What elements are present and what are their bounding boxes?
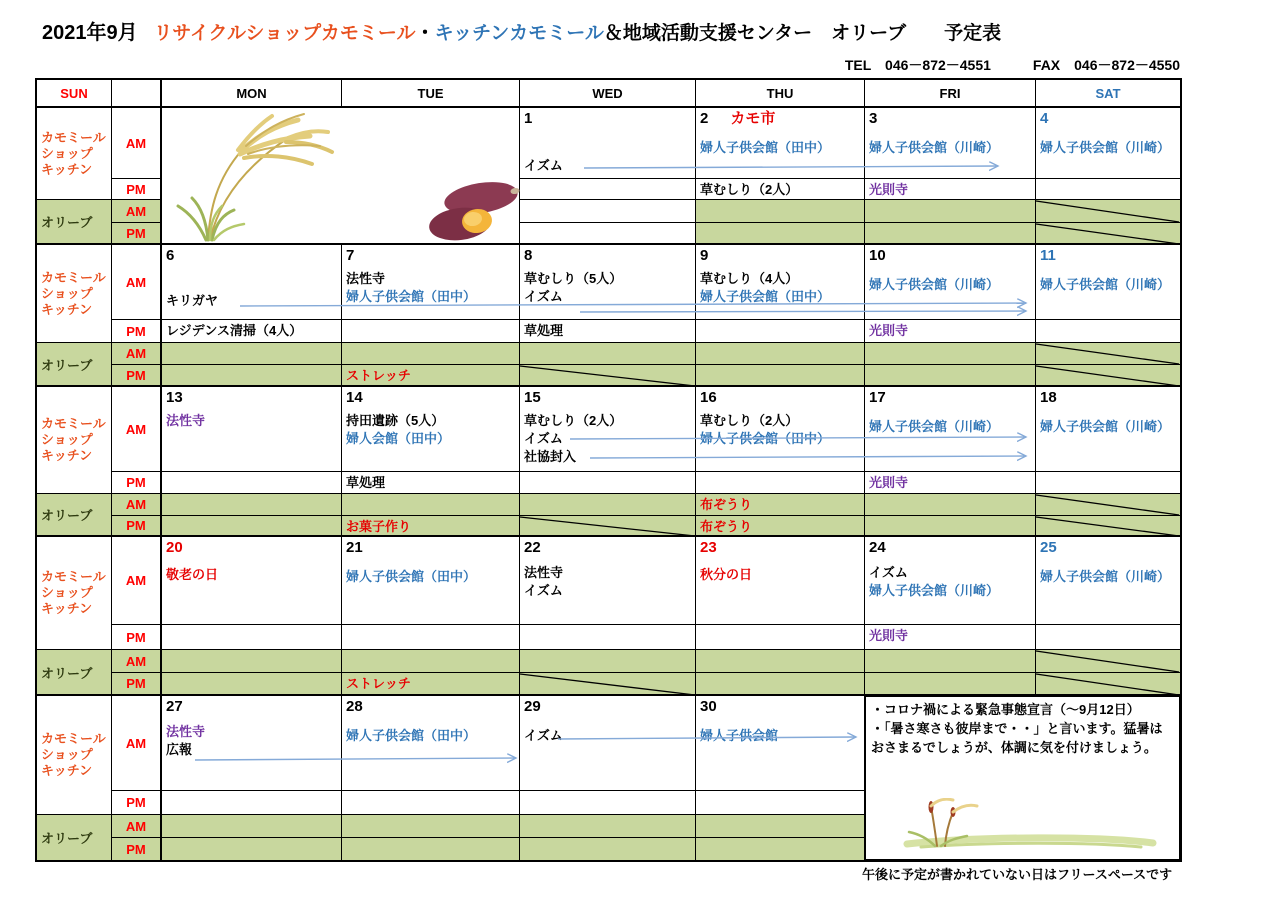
day-number: 15	[524, 389, 541, 406]
day-cell-20-pm	[162, 625, 342, 650]
entry: 草むしり（4人）	[700, 271, 799, 286]
pm-label: PM	[112, 179, 162, 200]
day-number: 6	[166, 247, 175, 264]
entry: 婦人子供会館（川崎）	[1040, 419, 1171, 434]
day-cell-20-am	[162, 537, 342, 625]
day-cell-17-am	[865, 387, 1036, 472]
day-cell-9-am	[696, 245, 865, 320]
entry: イズム	[524, 289, 563, 304]
olive-am-cell	[342, 343, 520, 365]
entry: 草むしり（2人）	[524, 413, 623, 428]
day-number: 28	[346, 698, 363, 715]
entry: 草処理	[346, 475, 386, 490]
event-kamo-market: カモ市	[730, 110, 776, 127]
am-label: AM	[112, 245, 162, 320]
entry: 草むしり（2人）	[700, 413, 799, 428]
olive-am-label: AM	[112, 343, 162, 365]
day-cell-24-pm	[865, 625, 1036, 650]
olive-am-cell	[162, 494, 342, 516]
olive-am-cell-crossed	[1036, 343, 1180, 365]
pm-label: PM	[112, 791, 162, 815]
day-cell-30-am	[696, 696, 865, 791]
olive-am-cell-crossed	[1036, 494, 1180, 516]
entry: 光則寺	[869, 628, 909, 643]
day-cell-27-pm	[162, 791, 342, 815]
entry: 婦人子供会館（川崎）	[1040, 569, 1171, 584]
title-separator: ・	[415, 23, 435, 44]
day-cell-1-am	[520, 108, 696, 179]
entry: 草処理	[524, 323, 564, 338]
olive-am-cell	[162, 815, 342, 838]
entry: 法性寺	[346, 271, 386, 286]
entry: 草むしり（5人）	[524, 271, 623, 286]
day-cell-23-am	[696, 537, 865, 625]
holiday-label: 秋分の日	[700, 567, 753, 582]
entry: 婦人子供会館（田中）	[346, 289, 477, 304]
olive-am-cell	[696, 650, 865, 673]
day-number: 25	[1040, 539, 1057, 556]
day-cell-18-pm	[1036, 472, 1180, 494]
olive-am-label: AM	[112, 494, 162, 516]
entry: 広報	[166, 742, 193, 757]
olive-am-label: AM	[112, 200, 162, 223]
entry: 婦人子供会館（田中）	[346, 728, 477, 743]
holiday-label: 敬老の日	[166, 567, 219, 582]
pm-label: PM	[112, 472, 162, 494]
olive-pm-cell-crossed	[1036, 516, 1180, 537]
olive-pm-cell	[162, 838, 342, 860]
day-number: 13	[166, 389, 183, 406]
group-label-olive: オリーブ	[37, 343, 112, 387]
day-cell-11-am	[1036, 245, 1180, 320]
olive-am-cell	[865, 343, 1036, 365]
day-cell-14-am	[342, 387, 520, 472]
olive-pm-cell	[865, 223, 1036, 245]
olive-am-cell	[865, 494, 1036, 516]
olive-pm-cell	[342, 838, 520, 860]
entry: イズム	[524, 158, 563, 173]
entry: イズム	[869, 565, 908, 580]
day-cell-14-pm	[342, 472, 520, 494]
pampas-grass-image	[170, 110, 340, 249]
olive-am-cell	[342, 650, 520, 673]
olive-am-label: AM	[112, 650, 162, 673]
day-number: 2	[700, 110, 709, 127]
header-wed: WED	[520, 80, 696, 108]
olive-am-cell-crossed	[1036, 650, 1180, 673]
day-number: 9	[700, 247, 709, 264]
entry: 光則寺	[869, 182, 909, 197]
entry: 法性寺	[166, 724, 206, 739]
group-label-chamomile: カモミール ショップ キッチン	[37, 387, 112, 494]
day-cell-2-am	[696, 108, 865, 179]
title-recycle-shop: リサイクルショップカモミール	[153, 23, 416, 44]
day-number: 1	[524, 110, 533, 127]
day-cell-30-pm	[696, 791, 865, 815]
header-blank	[112, 80, 162, 108]
olive-pm-label: PM	[112, 365, 162, 387]
day-cell-3-pm	[865, 179, 1036, 200]
day-cell-22-am	[520, 537, 696, 625]
header-fri: FRI	[865, 80, 1036, 108]
group-label-chamomile: カモミール ショップ キッチン	[37, 108, 112, 200]
day-number: 8	[524, 247, 533, 264]
seasonal-image-cell	[162, 108, 520, 245]
olive-am-cell-crossed	[1036, 200, 1180, 223]
day-cell-23-pm	[696, 625, 865, 650]
olive-am-cell	[162, 343, 342, 365]
olive-am-cell	[696, 815, 865, 838]
am-label: AM	[112, 537, 162, 625]
olive-pm-cell	[696, 516, 865, 537]
schedule-table	[35, 78, 1182, 862]
am-label: AM	[112, 696, 162, 791]
header-sat: SAT	[1036, 80, 1180, 108]
header-sun: SUN	[37, 80, 112, 108]
entry: 持田遺跡（5人）	[346, 413, 445, 428]
entry: 婦人子供会館（田中）	[700, 140, 831, 155]
entry: イズム	[524, 583, 563, 598]
contact-phone-fax: TEL 046－872－4551 FAX 046－872－4550	[844, 57, 1180, 73]
day-cell-8-pm	[520, 320, 696, 343]
empty-cell	[520, 200, 696, 223]
entry: 光則寺	[869, 475, 909, 490]
day-cell-9-pm	[696, 320, 865, 343]
olive-pm-label: PM	[112, 838, 162, 860]
day-cell-15-pm	[520, 472, 696, 494]
entry: 婦人子供会館（川崎）	[869, 419, 1000, 434]
day-cell-3-am	[865, 108, 1036, 179]
entry: 婦人子供会館（田中）	[700, 289, 831, 304]
olive-pm-cell	[865, 516, 1036, 537]
olive-pm-cell	[162, 516, 342, 537]
day-cell-16-am	[696, 387, 865, 472]
olive-pm-cell	[342, 673, 520, 696]
olive-pm-cell	[865, 365, 1036, 387]
day-number: 20	[166, 539, 183, 556]
day-cell-10-am	[865, 245, 1036, 320]
day-number: 29	[524, 698, 541, 715]
day-cell-8-am	[520, 245, 696, 320]
day-cell-22-pm	[520, 625, 696, 650]
day-cell-7-pm	[342, 320, 520, 343]
day-cell-25-am	[1036, 537, 1180, 625]
header-thu: THU	[696, 80, 865, 108]
olive-am-cell	[696, 494, 865, 516]
olive-pm-label: PM	[112, 223, 162, 245]
entry: 婦人子供会館（田中）	[700, 431, 831, 446]
day-number: 23	[700, 539, 717, 556]
day-cell-29-am	[520, 696, 696, 791]
entry: 草むしり（2人）	[700, 182, 799, 197]
entry: レジデンス清掃（4人）	[166, 323, 303, 338]
day-cell-27-am	[162, 696, 342, 791]
note-line-1: ・コロナ禍による緊急事態宣言（～9月12日）	[871, 702, 1140, 717]
day-cell-16-pm	[696, 472, 865, 494]
day-cell-21-am	[342, 537, 520, 625]
olive-pm-cell	[162, 365, 342, 387]
day-cell-13-am	[162, 387, 342, 472]
olive-pm-cell	[696, 223, 865, 245]
olive-am-cell	[865, 650, 1036, 673]
olive-am-cell	[696, 343, 865, 365]
pm-label: PM	[112, 320, 162, 343]
olive-pm-cell	[696, 365, 865, 387]
olive-pm-cell	[162, 673, 342, 696]
entry: 婦人子供会館（田中）	[346, 569, 477, 584]
day-cell-1-pm	[520, 179, 696, 200]
entry: 社協封入	[524, 449, 577, 464]
group-label-olive: オリーブ	[37, 650, 112, 696]
title-suffix: ＆地域活動支援センター オリーブ 予定表	[603, 23, 1002, 44]
day-cell-7-am	[342, 245, 520, 320]
entry: 婦人子供会館（川崎）	[1040, 140, 1171, 155]
day-number: 21	[346, 539, 363, 556]
day-cell-29-pm	[520, 791, 696, 815]
day-cell-4-pm	[1036, 179, 1180, 200]
day-number: 18	[1040, 389, 1057, 406]
day-number: 17	[869, 389, 886, 406]
entry: ストレッチ	[346, 676, 411, 691]
day-cell-15-am	[520, 387, 696, 472]
entry: 布ぞうり	[700, 519, 753, 534]
olive-am-cell	[865, 200, 1036, 223]
group-label-olive: オリーブ	[37, 494, 112, 537]
olive-pm-cell-crossed	[520, 673, 696, 696]
day-number: 22	[524, 539, 541, 556]
day-cell-21-pm	[342, 625, 520, 650]
day-cell-11-pm	[1036, 320, 1180, 343]
day-number: 11	[1040, 247, 1056, 264]
title-kitchen: キッチンカモミール	[434, 23, 604, 44]
olive-am-cell	[342, 494, 520, 516]
am-label: AM	[112, 387, 162, 472]
day-cell-24-am	[865, 537, 1036, 625]
day-cell-10-pm	[865, 320, 1036, 343]
day-number: 3	[869, 110, 878, 127]
olive-am-cell	[342, 815, 520, 838]
group-label-chamomile: カモミール ショップ キッチン	[37, 245, 112, 343]
day-number: 4	[1040, 110, 1049, 127]
olive-am-cell	[520, 494, 696, 516]
group-label-chamomile: カモミール ショップ キッチン	[37, 696, 112, 815]
olive-pm-cell	[520, 838, 696, 860]
day-cell-2-pm	[696, 179, 865, 200]
olive-pm-cell-crossed	[520, 365, 696, 387]
olive-pm-cell	[865, 673, 1036, 696]
notes-cell	[865, 696, 1180, 860]
day-cell-28-am	[342, 696, 520, 791]
day-number: 16	[700, 389, 717, 406]
page-title	[42, 16, 1001, 45]
olive-pm-cell-crossed	[1036, 223, 1180, 245]
olive-pm-cell	[696, 838, 865, 860]
olive-pm-label: PM	[112, 516, 162, 537]
entry: 布ぞうり	[700, 497, 753, 512]
olive-am-cell	[696, 200, 865, 223]
olive-am-cell	[520, 343, 696, 365]
olive-pm-label: PM	[112, 673, 162, 696]
day-cell-18-am	[1036, 387, 1180, 472]
entry: 婦人子供会館（川崎）	[1040, 277, 1171, 292]
day-number: 14	[346, 389, 363, 406]
day-number: 30	[700, 698, 717, 715]
olive-pm-cell-crossed	[1036, 365, 1180, 387]
group-label-olive: オリーブ	[37, 815, 112, 860]
olive-am-cell	[520, 815, 696, 838]
olive-pm-cell	[696, 673, 865, 696]
day-number: 10	[869, 247, 886, 264]
pm-label: PM	[112, 625, 162, 650]
day-cell-13-pm	[162, 472, 342, 494]
group-label-chamomile: カモミール ショップ キッチン	[37, 537, 112, 650]
am-label: AM	[112, 108, 162, 179]
entry: イズム	[524, 728, 563, 743]
entry: 婦人子供会館	[700, 728, 779, 743]
footnote: 午後に予定が書かれていない日はフリースペースです	[862, 867, 1173, 882]
olive-am-cell	[520, 650, 696, 673]
day-number: 24	[869, 539, 886, 556]
entry: 法性寺	[524, 565, 564, 580]
entry: 婦人子供会館（川崎）	[869, 140, 1000, 155]
group-label-olive: オリーブ	[37, 200, 112, 245]
day-cell-17-pm	[865, 472, 1036, 494]
olive-pm-cell	[342, 365, 520, 387]
entry: ストレッチ	[346, 368, 411, 383]
entry: キリガヤ	[166, 293, 218, 308]
olive-am-label: AM	[112, 815, 162, 838]
day-number: 27	[166, 698, 183, 715]
olive-pm-cell-crossed	[520, 516, 696, 537]
header-mon: MON	[162, 80, 342, 108]
day-cell-25-pm	[1036, 625, 1180, 650]
olive-am-cell	[162, 650, 342, 673]
entry: お菓子作り	[346, 519, 412, 534]
header-tue: TUE	[342, 80, 520, 108]
day-number: 7	[346, 247, 355, 264]
entry: 婦人子供会館（川崎）	[869, 583, 1000, 598]
entry: 婦人子供会館（川崎）	[869, 277, 1000, 292]
day-cell-28-pm	[342, 791, 520, 815]
empty-cell	[520, 223, 696, 245]
note-line-2: ・「暑さ寒さも彼岸まで・・」と言います。猛暑はおさまるでしょうが、体調に気を付けましょう。	[871, 721, 1163, 755]
entry: 光則寺	[869, 323, 909, 338]
olive-pm-cell	[342, 516, 520, 537]
entry: 婦人会館（田中）	[346, 431, 451, 446]
day-cell-4-am	[1036, 108, 1180, 179]
entry: 法性寺	[166, 413, 206, 428]
autumn-grass-image	[891, 798, 1161, 859]
day-cell-6-am	[162, 245, 342, 320]
entry: イズム	[524, 431, 563, 446]
sweet-potato-image	[426, 176, 520, 249]
title-month: 2021年9月	[42, 22, 138, 44]
olive-pm-cell-crossed	[1036, 673, 1180, 696]
day-cell-6-pm	[162, 320, 342, 343]
